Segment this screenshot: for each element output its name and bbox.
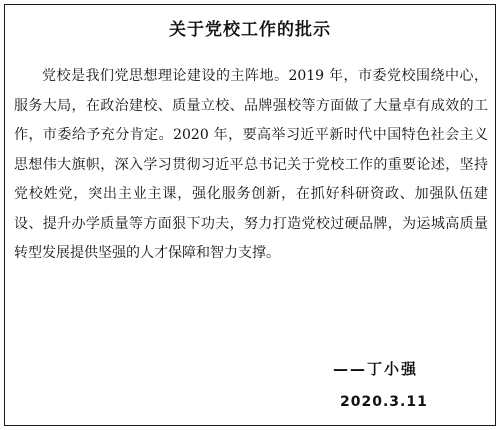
document-body: 党校是我们党思想理论建设的主阵地。2019 年，市委党校围绕中心，服务大局，在政治建校、质量立校、品牌强校等方面做了大量卓有成效的工作，市委给予充分肯定。2020 年，要高举习近平新时代中国特色社会主义思想伟大旗帜，深入学习贯彻习近平总书记关于党校工作的重要论述，坚持党校姓党，突出主业主课，强化服务创新，在抓好科研资政、加强队伍建设、提升办学质量等方面狠下功夫，努力打造党校过硬品牌，为运城高质量转型发展提供坚强的人才保障和智力支撑。 [14, 68, 488, 261]
signature: ——丁小强 [333, 360, 419, 378]
document-title: 关于党校工作的批示 [169, 20, 331, 40]
document-date: 2020.3.11 [340, 394, 428, 410]
